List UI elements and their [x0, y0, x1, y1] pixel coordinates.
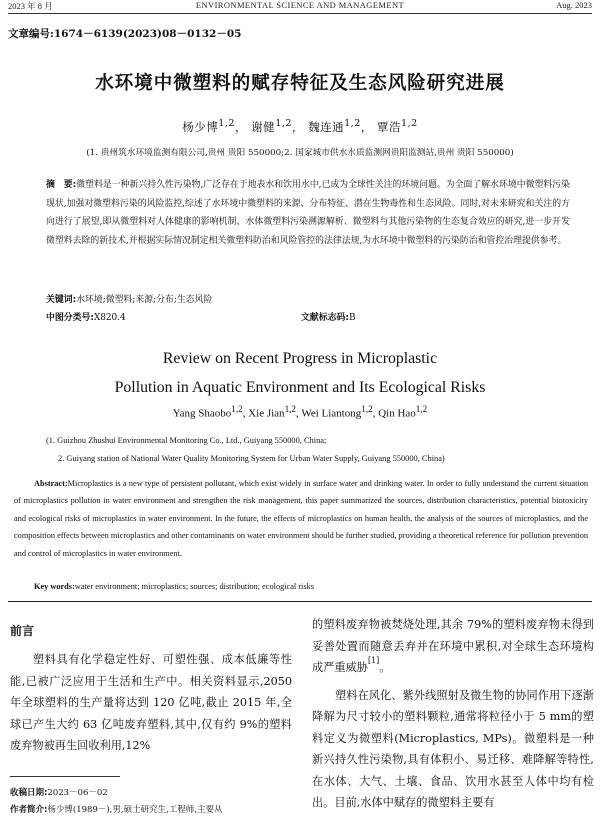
- author-affil-sup: 1,2: [400, 118, 418, 129]
- citation-ref: [1]: [367, 656, 380, 665]
- english-title-line-2: Pollution in Aquatic Environment and Its Ecological Risks: [114, 379, 486, 396]
- body-left-column: [10, 622, 292, 757]
- body-paragraph: 塑料在风化、紫外线照射及微生物的协同作用下逐渐降解为尺寸较小的塑料颗粒,通常将粒径小于 5 mm的塑料定义为微塑料(Microplastics, MPs)。微塑料是一种新兴持久性污染物,具有体积小、易迁移、难降解等特性,在水体、大气、土壤、食品、饮用水甚至人体中均有检出。目前,水体中赋存的微塑料主要有: [312, 688, 594, 809]
- author-separator: ，: [360, 119, 373, 134]
- author-name: Yang Shaobo: [172, 407, 232, 420]
- chinese-abstract-label: 摘 要:: [46, 180, 77, 190]
- author-separator: ，: [235, 119, 248, 134]
- footnote-author-bio: [10, 803, 295, 815]
- chinese-abstract-text: 微塑料是一种新兴持久性污染物,广泛存在于地表水和饮用水中,已成为全球性关注的环境问题。为全面了解水环境中微塑料污染现状,加强对微塑料污染的风险监控,综述了水环境中微塑料的来源、分布特征、潜在生物毒性和生态风险。同时,对未来研究和关注的方向进行了展望,即从微塑料对人体健康的影响机制、水体微塑料污染溯源解析、微塑料与其他污染物的生态复合效应的研究,进一步开发微塑料去除的新技术,并根据实际情况制定相关微塑料防治和风险管控的法律法规,为水环境中微塑料的污染防治和管控治理提供参考。: [46, 180, 570, 246]
- author-affil-sup: 1,2: [218, 118, 236, 129]
- classification-row: [46, 310, 570, 323]
- english-affiliation-2: 2. Guiyang station of National Water Quality Monitoring System for Urban Water Supply, Guiyang 550000, China): [58, 454, 445, 463]
- english-authors: [0, 404, 600, 420]
- author-name: 魏连通: [308, 119, 345, 134]
- author-name: Qin Hao: [378, 407, 416, 420]
- body-paragraph: [312, 614, 594, 679]
- footnote-received-date: [10, 786, 295, 798]
- footnote-received-label: 收稿日期:: [10, 788, 48, 798]
- section-divider: [8, 601, 592, 602]
- section-heading-preface: 前言: [10, 624, 35, 638]
- chinese-title: 水环境中微塑料的赋存特征及生态风险研究进展: [95, 73, 505, 94]
- english-keywords: [34, 582, 314, 591]
- author-name: Wei Liantong: [301, 407, 362, 420]
- english-affiliation: [46, 432, 580, 468]
- chinese-keywords-text: 水环境;微塑料;来源;分布;生态风险: [76, 295, 213, 305]
- clc-label: 中图分类号:: [46, 313, 94, 323]
- footnote-bio-text: 杨少博(1989－),男,硕士研究生,工程师,主要从: [47, 805, 223, 815]
- author-affil-sup: 1,2: [415, 404, 428, 414]
- english-abstract: [14, 475, 588, 562]
- author-affil-sup: 1,2: [344, 118, 361, 129]
- body-paragraph: 塑料具有化学稳定性好、可塑性强、成本低廉等性能,已被广泛应用于生活和生产中。相关资料显示,2050 年全球塑料的生产量将达到 120 亿吨,截止 2015 年,全球已产生大约 63 亿吨废弃塑料,其中,仅有约 9%的塑料废弃物被再生回收利用,12%: [10, 653, 292, 752]
- english-keywords-text: water environment; microplastics; sources; distribution; ecological risks: [74, 582, 314, 591]
- author-separator: ，: [291, 119, 304, 134]
- author-name: Xie Jian: [248, 407, 285, 420]
- english-abstract-text: Microplastics is a new type of persistent pollutant, which exist widely in surface water and drinking water. In order to fully understand the current situation of microplastics pollution in water environment and strengthen the risk management, this paper summarized the sources, distribution characteristics, potential biotoxicity and ecological risks of microplastics in water environment. In the future, the effects of microplastics on human health, the analysis of the sources of microplastics, and the composition effects between microplastics and other contaminants on water environment should be further studied, providing a theoretical reference for pollution prevention and control of microplastics in water environment.: [14, 479, 588, 558]
- running-head-date-cn: 2023 年 8 月: [8, 1, 53, 11]
- author-name: 谢健: [251, 119, 276, 134]
- author-name: 杨少博: [182, 119, 219, 134]
- author-affil-sup: 1,2: [284, 404, 297, 414]
- chinese-keywords-label: 关键词:: [46, 295, 77, 305]
- body-paragraph-end: 。: [379, 661, 391, 674]
- clc-number: X820.4: [93, 313, 126, 323]
- document-code-value: B: [348, 313, 356, 323]
- author-affil-sup: 1,2: [361, 404, 373, 414]
- running-head-date-en: Aug. 2023: [556, 0, 592, 10]
- footnote-divider: [10, 776, 120, 777]
- english-affiliation-1: (1. Guizhou Zhushui Environmental Monitoring Co., Ltd., Guiyang 550000, China;: [46, 436, 327, 445]
- author-separator: ,: [242, 407, 249, 420]
- running-head-journal: ENVIRONMENTAL SCIENCE AND MANAGEMENT: [195, 0, 405, 10]
- author-name: 覃浩: [376, 119, 401, 134]
- author-affil-sup: 1,2: [231, 404, 243, 414]
- author-affil-sup: 1,2: [275, 118, 292, 129]
- english-keywords-label: Key words:: [34, 582, 75, 591]
- document-code-label: 文献标志码:: [301, 313, 349, 323]
- english-title: [0, 344, 600, 402]
- author-separator: ,: [372, 407, 379, 420]
- chinese-keywords: [46, 292, 212, 305]
- footnote-received-value: 2023－06－02: [47, 788, 108, 798]
- chinese-abstract: [46, 176, 570, 250]
- english-title-line-1: Review on Recent Progress in Microplastic: [162, 350, 438, 367]
- chinese-affiliation: (1. 贵州筑水环境监测有限公司,贵州 贵阳 550000;2. 国家城市供水水质监测网贵阳监测站,贵州 贵阳 550000): [86, 148, 514, 158]
- body-right-column: [312, 614, 594, 814]
- footnote-bio-label: 作者简介:: [10, 805, 48, 815]
- document-code: [301, 310, 355, 323]
- body-paragraph-text: 的塑料废弃物被焚烧处理,其余 79%的塑料废弃物未得到妥善处置而随意丢弃并在环境中累积,对全球生态环境构成严重威胁: [312, 618, 594, 674]
- article-number: 文章编号:1674－6139(2023)08－0132－05: [8, 28, 242, 40]
- author-separator: ,: [296, 407, 302, 420]
- chinese-authors: [0, 118, 600, 135]
- running-head: [8, 0, 592, 14]
- english-abstract-label: Abstract:: [34, 479, 68, 488]
